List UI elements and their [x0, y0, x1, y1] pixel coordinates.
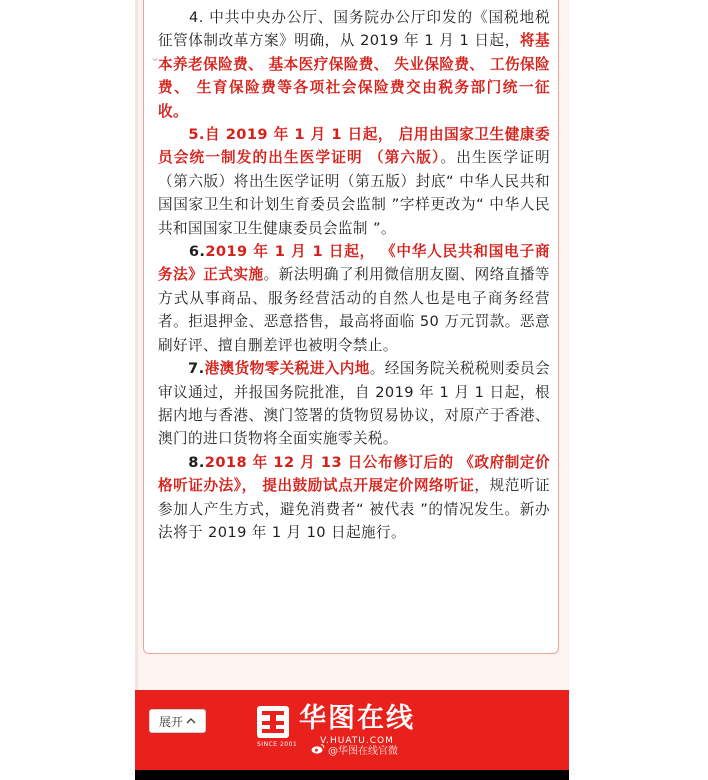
- bottom-bar: [135, 770, 569, 780]
- article-body: [158, 6, 550, 544]
- item-6: 6.2019 年 1 月 1 日起， 《中华人民共和国电子商务法》正式实施。新法明确了利用微信朋友圈、网络直播等方式从事商品、服务经营活动的自然人也是电子商务经营者。拒退押金、恶意搭售，最高将面临 50 万元罚款。恶意刷好评、擅自删差评也被明令禁止。: [158, 243, 550, 354]
- weibo-icon: [311, 743, 325, 757]
- brand-footer: [135, 690, 569, 770]
- expand-button[interactable]: [149, 709, 206, 733]
- item-7: 7.港澳货物零关税进入内地。经国务院关税税则委员会审议通过，并报国务院批准，自 2019 年 1 月 1 日起，根据内地与香港、澳门签署的货物贸易协议，对原产于香港、澳门的进口货物将全面实施零关税。: [158, 360, 550, 448]
- expand-label: 展开: [158, 714, 183, 729]
- huatu-logo-icon: [255, 704, 291, 740]
- brand-name: 华图在线: [299, 703, 415, 734]
- huatu-logo[interactable]: [255, 704, 415, 744]
- since-text: SINCE 2001: [257, 741, 298, 748]
- item-5: 5.自 2019 年 1 月 1 日起， 启用由国家卫生健康委员会统一制发的出生医学证明 （第六版）。出生医学证明（第六版）将出生医学证明（第五版）封底“ 中华人民共和国国家卫生和计划生育委员会监制 ”字样更改为“ 中华人民共和国国家卫生健康委员会监制 ”。: [158, 126, 550, 237]
- phone-edge: [135, 0, 138, 690]
- scroll-indicator-icon: ⌄: [150, 50, 161, 64]
- item-8: 8.2018 年 12 月 13 日公布修订后的 《政府制定价格听证办法》， 提出鼓励试点开展定价网络听证，规范听证参加人产生方式，避免消费者“ 被代表 ”的情况发生。新办法将于 2019 年 1 月 10 日起施行。: [158, 453, 550, 541]
- brand-url: V.HUATU.COM: [320, 736, 394, 746]
- watermark-text: @华图在线官微: [328, 746, 398, 757]
- weibo-watermark: [311, 742, 398, 757]
- chevron-up-icon: [186, 714, 196, 728]
- item-4: 4. 中共中央办公厅、国务院办公厅印发的《国税地税征管体制改革方案》明确，从 2019 年 1 月 1 日起，将基本养老保险费、 基本医疗保险费、 失业保险费、 工伤保险费、 生育保险费等各项社会保险费交由税务部门统一征收。: [158, 9, 550, 120]
